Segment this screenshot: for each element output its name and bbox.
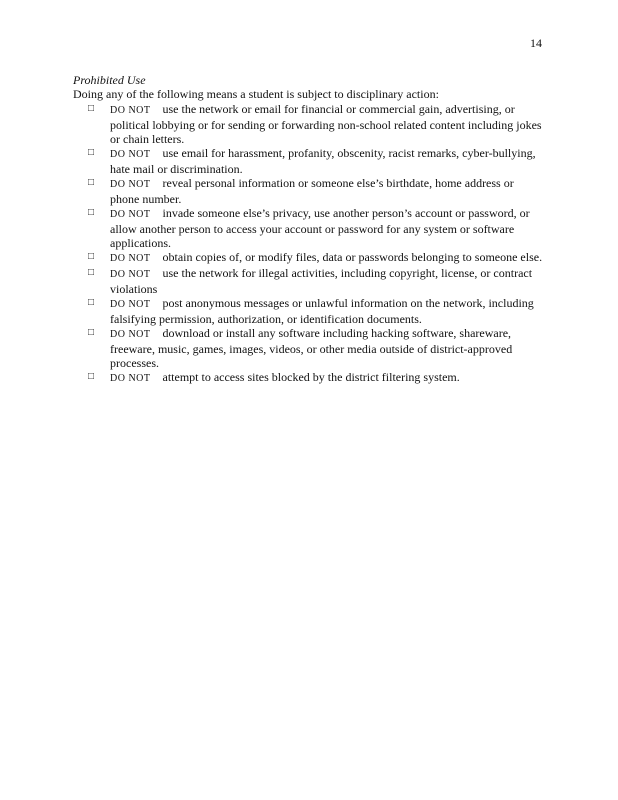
rule-text: attempt to access sites blocked by the district filtering system. <box>162 370 460 384</box>
list-item <box>73 250 543 266</box>
bullet-icon: □ <box>88 251 95 262</box>
list-item <box>73 102 543 146</box>
page-content <box>73 73 543 386</box>
rule-prefix: DO NOT <box>110 149 151 160</box>
bullet-icon: □ <box>88 177 95 188</box>
list-item <box>73 206 543 250</box>
list-item <box>73 146 543 176</box>
rule-text: download or install any software including hacking software, shareware, freeware, music, games, images, videos, or other media outside of district-approved processes. <box>110 326 513 370</box>
section-intro: Doing any of the following means a student is subject to disciplinary action: <box>73 87 439 101</box>
bullet-icon: □ <box>88 207 95 218</box>
rule-text: invade someone else’s privacy, use another person’s account or password, or allow another person to access your account or password for any system or software applications. <box>110 206 530 250</box>
rule-prefix: DO NOT <box>110 179 151 190</box>
rule-text: use the network for illegal activities, including copyright, license, or contract violations <box>110 266 533 296</box>
rule-prefix: DO NOT <box>110 209 151 220</box>
list-item <box>73 296 543 326</box>
bullet-icon: □ <box>88 327 95 338</box>
list-item <box>73 370 543 386</box>
list-item <box>73 326 543 370</box>
rule-prefix: DO NOT <box>110 253 151 264</box>
bullet-icon: □ <box>88 371 95 382</box>
section-heading: Prohibited Use <box>73 73 146 87</box>
rule-prefix: DO NOT <box>110 373 151 384</box>
bullet-icon: □ <box>88 297 95 308</box>
rule-text: use the network or email for financial or commercial gain, advertising, or political lobbying or for sending or forwarding non-school related content including jokes or chain letters. <box>110 102 542 146</box>
rule-text: reveal personal information or someone else’s birthdate, home address or phone number. <box>110 176 514 206</box>
list-item <box>73 266 543 296</box>
rule-prefix: DO NOT <box>110 269 151 280</box>
rule-text: obtain copies of, or modify files, data or passwords belonging to someone else. <box>162 250 543 264</box>
bullet-icon: □ <box>88 267 95 278</box>
prohibited-use-list <box>73 102 543 386</box>
rule-text: post anonymous messages or unlawful information on the network, including falsifying permission, authorization, or identification documents. <box>110 296 534 326</box>
rule-prefix: DO NOT <box>110 299 151 310</box>
bullet-icon: □ <box>88 147 95 158</box>
rule-prefix: DO NOT <box>110 105 151 116</box>
page-number: 14 <box>530 36 542 50</box>
rule-text: use email for harassment, profanity, obscenity, racist remarks, cyber-bullying, hate mail or discrimination. <box>110 146 536 176</box>
bullet-icon: □ <box>88 103 95 114</box>
list-item <box>73 176 543 206</box>
rule-prefix: DO NOT <box>110 329 151 340</box>
